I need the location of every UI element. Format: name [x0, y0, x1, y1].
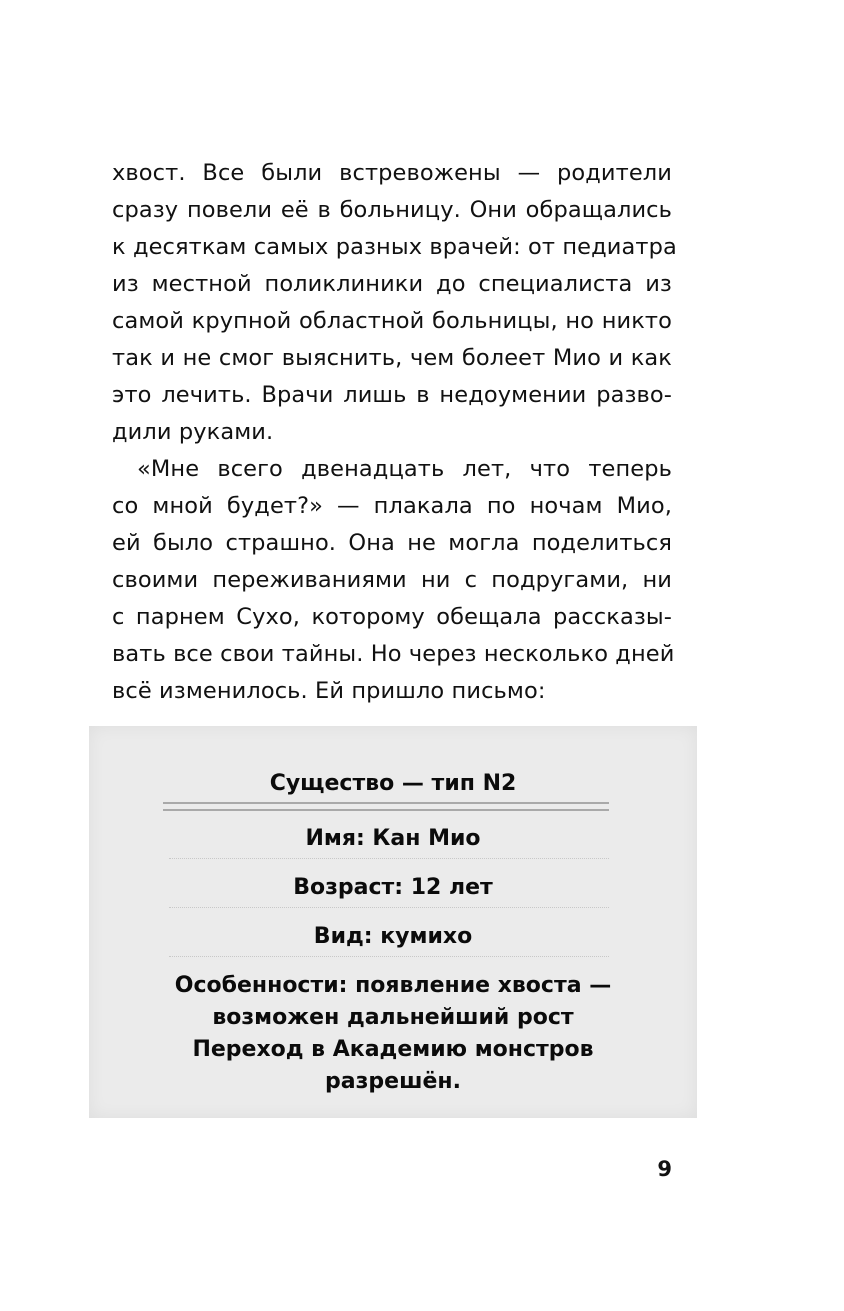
paragraph-line: к десяткам самых разных врачей: от педиатра	[112, 234, 677, 260]
paragraph-line: из местной поликлиники до специалиста из	[112, 271, 672, 297]
paragraph-line: своими переживаниями ни с подругами, ни	[112, 567, 672, 593]
letter-transfer-line-2: разрешён.	[325, 1069, 461, 1094]
paragraph-line: сразу повели её в больницу. Они обращались	[112, 197, 672, 223]
paragraph-line: с парнем Сухо, которому обещала рассказы-	[112, 604, 672, 630]
paragraph-line: самой крупной областной больницы, но никто	[112, 308, 672, 334]
letter-age: Возраст: 12 лет	[293, 875, 493, 900]
title-double-divider	[163, 802, 609, 811]
paragraph-line: всё изменилось. Ей пришло письмо:	[112, 678, 546, 704]
paragraph-line: дили руками.	[112, 419, 274, 445]
dotted-divider	[169, 907, 609, 908]
letter-transfer-line-1: Переход в Академию монстров	[192, 1037, 594, 1062]
paragraph-line: ей было страшно. Она не могла поделиться	[112, 530, 672, 556]
letter-kind: Вид: кумихо	[313, 924, 473, 949]
paragraph-line: это лечить. Врачи лишь в недоумении разво-	[112, 382, 672, 408]
dotted-divider	[169, 858, 609, 859]
paragraph-line: вать все свои тайны. Но через несколько дней	[112, 641, 675, 667]
letter-card	[89, 726, 697, 1118]
paragraph-line: со мной будет?» — плакала по ночам Мио,	[112, 493, 672, 519]
dotted-divider	[169, 956, 609, 957]
page-number: 9	[657, 1157, 672, 1181]
letter-features-line-1: Особенности: появление хвоста —	[174, 973, 612, 998]
letter-title: Существо — тип N2	[269, 771, 517, 796]
letter-name: Имя: Кан Мио	[305, 826, 481, 851]
letter-features-line-2: возможен дальнейший рост	[212, 1005, 574, 1030]
paragraph-line: хвост. Все были встревожены — родители	[112, 160, 672, 186]
paragraph-line: «Мне всего двенадцать лет, что теперь	[137, 456, 672, 482]
paragraph-line: так и не смог выяснить, чем болеет Мио и как	[112, 345, 672, 371]
